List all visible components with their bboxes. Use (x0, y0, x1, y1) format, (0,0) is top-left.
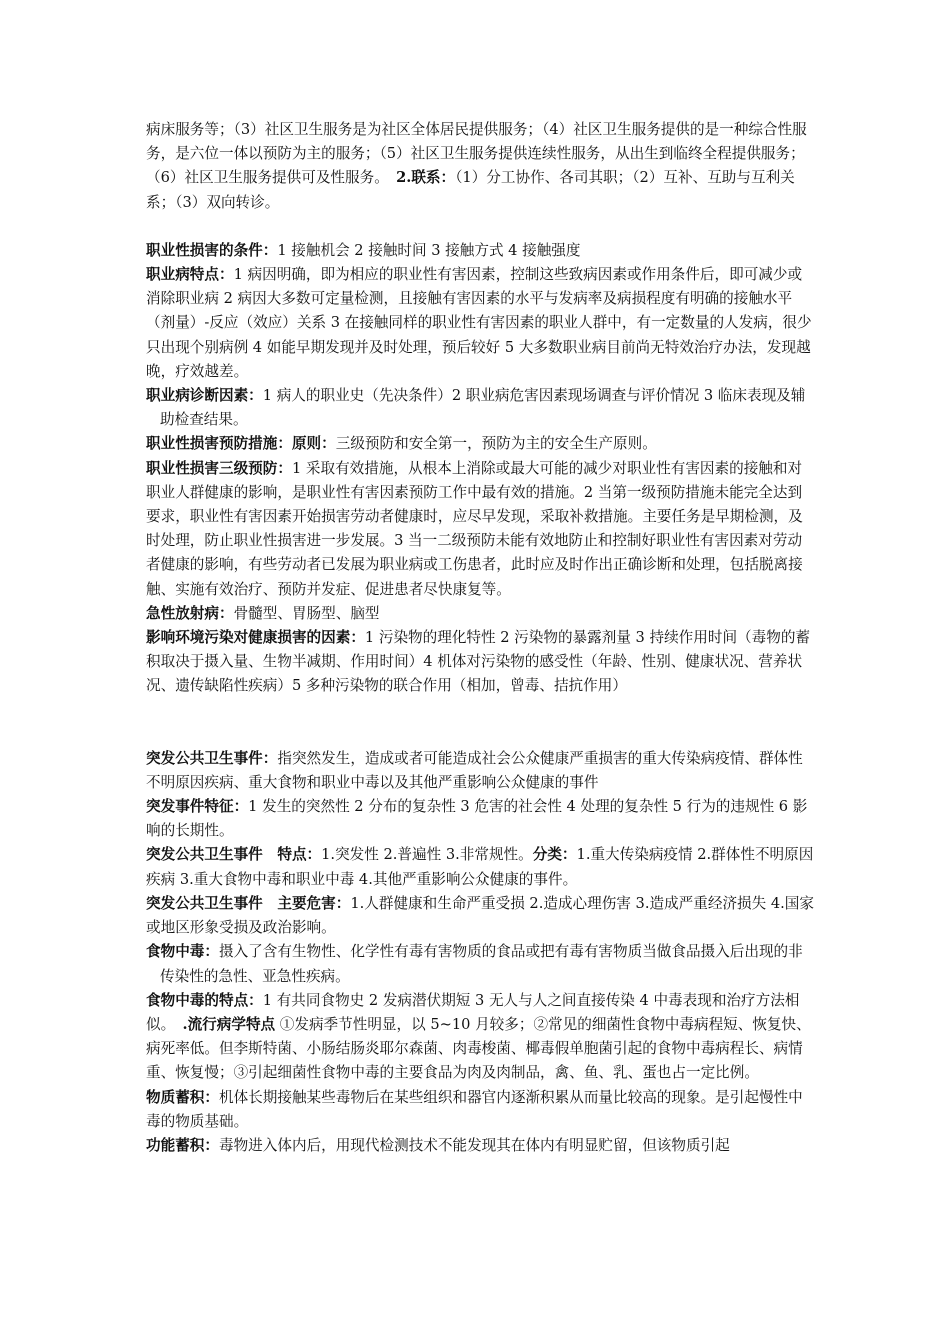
blank-line (146, 215, 816, 239)
term-label: 职业病诊断因素： (146, 387, 263, 405)
term-label: 食物中毒的特点： (146, 991, 263, 1009)
paragraph-text: 三级预防和安全第一，预防为主的安全生产原则。 (335, 435, 657, 453)
paragraph-text: （1）分工协作、各司其职；（2）互补、互助与互利关系；（3）双向转诊。 (146, 169, 795, 211)
term-label: .流行病学特点 (182, 1015, 276, 1033)
term-label: 食物中毒： (146, 943, 219, 961)
paragraph-material-accumulation (146, 1086, 816, 1134)
paragraph-text: 指突然发生，造成或者可能造成社会公众健康严重损害的重大传染病疫情、群体性不明原因疾病、重大食物和职业中毒以及其他严重影响公众健康的事件 (146, 749, 803, 791)
paragraph-text: 病床服务等；（3）社区卫生服务是为社区全体居民提供服务；（4）社区卫生服务提供的是一种综合性服务，是六位一体以预防为主的服务；（5）社区卫生服务提供连续性服务，从出生到临终全程提供服务；（6）社区卫生服务提供可及性服务。 (146, 121, 807, 187)
paragraph-text: 1 有共同食物史 2 发病潜伏期短 3 无人与人之间直接传染 4 中毒表现和治疗方法相似。 (146, 991, 800, 1033)
paragraph-text: 1 发生的突然性 2 分布的复杂性 3 危害的社会性 4 处理的复杂性 5 行为的违规性 6 影响的长期性。 (146, 798, 808, 840)
paragraph-text: ①发病季节性明显，以 5~10 月较多；②常见的细菌性食物中毒病程短、恢复快、病死率低。但李斯特菌、小肠结肠炎耶尔森菌、肉毒梭菌、椰毒假单胞菌引起的食物中毒病程长、病情重、恢复慢；③引起细菌性食物中毒的主要食品为肉及肉制品，禽、鱼、乳、蛋也占一定比例。 (146, 1015, 811, 1082)
paragraph-text: 1.突发性 2.普遍性 3.非常规性。 (321, 846, 533, 864)
term-label: 急性放射病： (146, 604, 234, 622)
paragraph-community-health-service (146, 118, 816, 215)
paragraph-text: 1 病因明确，即为相应的职业性有害因素，控制这些致病因素或作用条件后，即可减少或消除职业病 2 病因大多数可定量检测，且接触有害因素的水平与发病率及病损程度有明确的接触水平（剂量）-反应（效应）关系 3 在接触同样的职业性有害因素的职业人群中，有一定数量的人发病，很少只出现个别病例 4 如能早期发现并及时处理，预后较好 5 大多数职业病目前尚无特效治疗办法，发现越晚，疗效越差。 (146, 266, 812, 380)
term-label: 突发公共卫生事件 特点： (146, 846, 322, 864)
term-label: 突发事件特征： (146, 798, 249, 816)
paragraph-emergency-features-classification (146, 843, 816, 891)
term-label: 物质蓄积： (146, 1088, 219, 1106)
paragraph-text: 机体长期接触某些毒物后在某些组织和器官内逐渐积累从而量比较高的现象。是引起慢性中毒的物质基础。 (146, 1088, 803, 1130)
paragraph-text: 1 病人的职业史（先决条件）2 职业病危害因素现场调查与评价情况 3 临床表现及辅助检查结果。 (160, 387, 806, 429)
paragraph-text: 骨髓型、胃肠型、脑型 (233, 604, 380, 622)
paragraph-environmental-pollution-factors (146, 626, 816, 699)
term-label: 职业性损害的条件： (146, 241, 278, 259)
paragraph-text: 毒物进入体内后，用现代检测技术不能发现其在体内有明显贮留，但该物质引起 (218, 1136, 730, 1154)
blank-lines (146, 699, 816, 747)
paragraph-public-health-emergency (146, 747, 816, 795)
paragraph-three-level-prevention (146, 457, 816, 602)
paragraph-food-poisoning-features (146, 989, 816, 1086)
term-label: 2.联系： (396, 169, 456, 187)
paragraph-functional-accumulation (146, 1134, 816, 1158)
paragraph-diagnosis-factors (146, 384, 816, 432)
paragraph-food-poisoning (146, 940, 816, 988)
paragraph-text: 1.重大传染病疫情 2.群体性不明原因疾病 3.重大食物中毒和职业中毒 4.其他严重影响公众健康的事件。 (146, 846, 814, 888)
paragraph-prevention-measures (146, 432, 816, 456)
term-label: 突发公共卫生事件： (146, 749, 278, 767)
document-body (146, 118, 816, 1158)
paragraph-text: 1 污染物的理化特性 2 污染物的暴露剂量 3 持续作用时间（毒物的蓄积取决于摄入量、生物半减期、作用时间）4 机体对污染物的感受性（年龄、性别、健康状况、营养状况、遗传缺陷性疾病）5 多种污染物的联合作用（相加，曾毒、拮抗作用） (146, 629, 811, 695)
term-label: 突发公共卫生事件 主要危害： (146, 894, 351, 912)
paragraph-acute-radiation-sickness (146, 602, 816, 626)
paragraph-text: 1 接触机会 2 接触时间 3 接触方式 4 接触强度 (277, 241, 581, 259)
paragraph-text: 摄入了含有生物性、化学性有毒有害物质的食品或把有毒有害物质当做食品摄入后出现的非传染性的急性、亚急性疾病。 (160, 943, 803, 985)
paragraph-text: 1 采取有效措施，从根本上消除或最大可能的减少对职业性有害因素的接触和对职业人群健康的影响，是职业性有害因素预防工作中最有效的措施。2 当第一级预防措施未能完全达到要求，职业性有害因素开始损害劳动者健康时，应尽早发现，采取补救措施。主要任务是早期检测，及时处理，防止职业性损害进一步发展。3 当一二级预防未能有效地防止和控制好职业性有害因素对劳动者健康的影响，有些劳动者已发展为职业病或工伤患者，此时应及时作出正确诊断和处理，包括脱离接触、实施有效治疗、预防并发症、促进患者尽快康复等。 (146, 459, 803, 598)
term-label: 职业病特点： (146, 266, 234, 284)
paragraph-emergency-characteristics (146, 795, 816, 843)
term-label: 职业性损害三级预防： (146, 459, 292, 477)
paragraph-occupational-disease-features (146, 263, 816, 384)
term-label: 职业性损害预防措施：原则： (146, 435, 336, 453)
term-label: 功能蓄积： (146, 1136, 219, 1154)
term-label: 影响环境污染对健康损害的因素： (146, 629, 365, 647)
paragraph-text: 1.人群健康和生命严重受损 2.造成心理伤害 3.造成严重经济损失 4.国家或地区形象受损及政治影响。 (146, 894, 814, 937)
term-label: 分类： (532, 846, 577, 864)
paragraph-emergency-main-hazards (146, 892, 816, 940)
paragraph-occupational-damage-conditions (146, 239, 816, 263)
